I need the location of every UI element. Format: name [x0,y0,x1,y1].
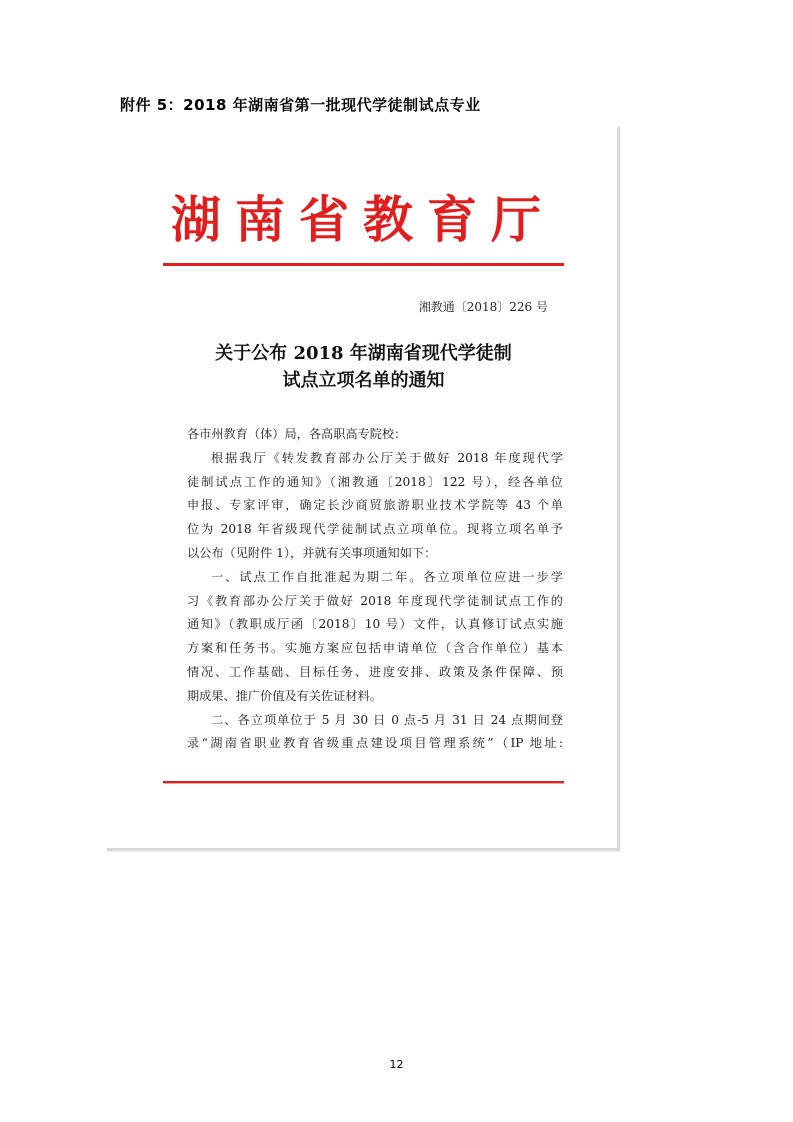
attachment-heading: 附件 5：2018 年湖南省第一批现代学徒制试点专业 [120,96,481,114]
body-line: 申报、专家评审，确定长沙商贸旅游职业技术学院等 43 个单 [187,498,563,513]
body-line: 根据我厅《转发教育部办公厅关于做好 2018 年度现代学 [211,450,563,465]
body-line: 习《教育部办公厅关于做好 2018 年度现代学徒制试点工作的 [187,593,563,608]
document-title-line-1: 关于公布 2018 年湖南省现代学徒制 [215,343,512,364]
document-number: 湘教通〔2018〕226 号 [418,300,548,314]
body-line: 录“湖南省职业教育省级重点建设项目管理系统”（IP 地址: [187,736,563,751]
body-line: 各市州教育（体）局，各高职高专院校： [187,427,407,441]
page-number: 12 [389,1058,404,1071]
body-line: 方案和任务书。实施方案应包括申请单位（含合作单位）基本 [187,641,563,656]
document-title [163,340,564,394]
body-line: 期成果、推广价值及有关佐证材料。 [187,688,382,703]
body-line: 位为 2018 年省级现代学徒制试点立项单位。现将立项名单予 [187,522,563,537]
letterhead-red-rule [163,263,564,266]
body-line: 二、各立项单位于 5 月 30 日 0 点-5 月 31 日 24 点期间登 [211,712,563,727]
footer-red-rule [163,781,564,784]
body-line: 以公布（见附件 1），并就有关事项通知如下： [187,545,437,560]
body-line: 通知》（教职成厅函〔2018〕10 号）文件，认真修订试点实施 [187,617,563,632]
document-body [187,423,563,756]
document-title-line-2: 试点立项名单的通知 [282,370,445,391]
body-line: 情况、工作基础、目标任务、进度安排、政策及条件保障、预 [187,664,563,679]
letterhead-title: 湖南省教育厅 [171,190,555,249]
body-line: 徒制试点工作的通知》（湘教通〔2018〕122 号），经各单位 [187,474,563,489]
body-line: 一、试点工作自批准起为期二年。各立项单位应进一步学 [211,569,563,584]
